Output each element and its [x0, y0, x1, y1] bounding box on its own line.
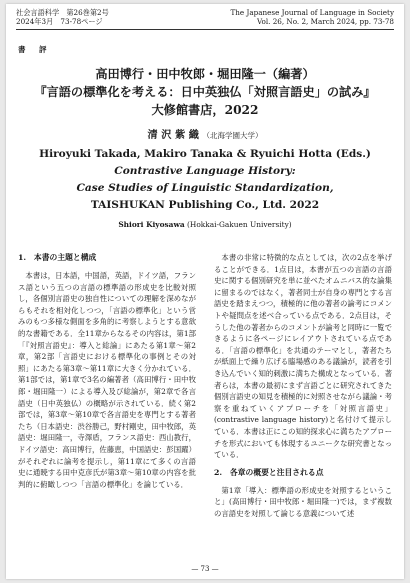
title-en-publisher: TAISHUKAN Publishing Co., Ltd. 2022 [90, 199, 320, 211]
reviewer-affiliation-en: (Hokkai-Gakuen University) [186, 220, 292, 229]
journal-name-jp: 社会言語科学 第26巻第2号 [16, 8, 109, 17]
issue-info-jp: 2024年3月 73-78ページ [16, 17, 103, 26]
title-en-book-line2: Case Studies of Linguistic Standardization, [76, 182, 334, 194]
title-jp-book: 『言語の標準化を考える：日中英独仏「対照言語史」の試み』 [34, 85, 376, 99]
reviewer-jp [6, 126, 404, 141]
journal-page [6, 4, 404, 579]
reviewer-affiliation-jp: （北海学園大学） [202, 131, 263, 140]
issue-info-en: Vol. 26, No. 2, March 2024, pp. 73-78 [256, 17, 394, 26]
page-number: — 73 — [191, 565, 219, 573]
reviewer-name-en: Shiori Kiyosawa [118, 220, 185, 229]
left-paragraph: 本書は，日本語，中国語，英語，ドイツ語，フランス語という五つの言語の標準語の形成史を比較対照し，各個別言語史の独自性についての理解を深めながらもそれを相対化しつつ，「言語の標準化」という営みのもつ多様な側面を多角的に考察しようとする意欲的な書籍である．全11章からなるその内容は，第1部「『対照言語史』：導入と総論」にあたる第1章～第2章，第2部「言語史における標準化の事例とその対照」にあたる第3章～第11章に大きく分かれている．第1部では，第1章で3名の編著者（高田博行・田中牧郎・堀田隆一）による導入及び総論が，第2章で各言語史（日中英独仏）の概略が示されている．続く第2部では，第3章～第10章で各言語史を専門とする著者たち（日本語史：渋谷勝己，野村剛史，田中牧郎，英語史：堀田隆一，寺澤盾，フランス語史：西山教行，ドイツ語史：高田博行，佐藤恵，中国語史：彭国躍）がそれぞれに論考を提示し，第11章にて多くの言語史に通暁する田中克彦氏が第3章～第10章の内容を批判的に俯瞰しつつ「言語の標準化」を論じている． [18, 271, 196, 489]
title-en-book-line1: Contrastive Language History: [114, 165, 296, 177]
journal-header-right [231, 8, 395, 26]
left-column [18, 252, 196, 490]
section-heading-2: 2. 各章の概要と注目される点 [214, 467, 324, 477]
section-label: 書 評 [18, 45, 50, 54]
header-rule [16, 29, 394, 30]
right-column [214, 252, 392, 519]
right-paragraph-2: 第1章「導入：標準語の形成史を対照するということ」(高田博行・田中牧郎・堀田隆一)では，まず複数の言語史を対照して論じる意義について述 [214, 485, 392, 518]
title-jp-publisher: 大修館書店，2022 [151, 103, 259, 117]
title-jp-editors: 高田博行・田中牧郎・堀田隆一（編著） [95, 67, 315, 81]
journal-header-left [16, 8, 109, 26]
section-heading-1: 1. 本書の主題と構成 [18, 253, 97, 262]
title-en-editors: Hiroyuki Takada, Makiro Tanaka & Ryuichi Hotta (Eds.) [39, 148, 371, 160]
reviewer-en [6, 220, 404, 229]
reviewer-name-jp: 清 沢 紫 織 [147, 129, 199, 141]
journal-name-en: The Japanese Journal of Language in Society [230, 8, 394, 17]
right-paragraph-1: 本書の非常に特徴的な点としては，次の2点を挙げることができる．1点目は，本書が五つの言語の言語史に関する個別研究を単に並べたオムニバス的な論集に留まるのではなく，著者同士が自身の専門とする言語史を踏まえつつ，積極的に他の著者の論考にコメントや疑問点を述べ合っている点である．2点目は，そうした他の著者からのコメントが論考と同時に一覧できるように各ページにレイアウトされている点である．「言語の標準化」を共通のテーマとし，著者たちが紙面上で繰り広げる臨場感のある議論が，読者を引き込んでいく知的刺激に満ちた構成となっている．著者らは，本書の最初にまず言語ごとに研究されてきた個別言語史の知見を積極的に対照させながら議論・考察を重ねていくアプローチを「対照言語史」(contrastive language history)と名付けて提示している．本書は正にこの知的探求心に満ちたアプローチを形式においても体現するユニークな研究書となっている． [214, 253, 392, 460]
